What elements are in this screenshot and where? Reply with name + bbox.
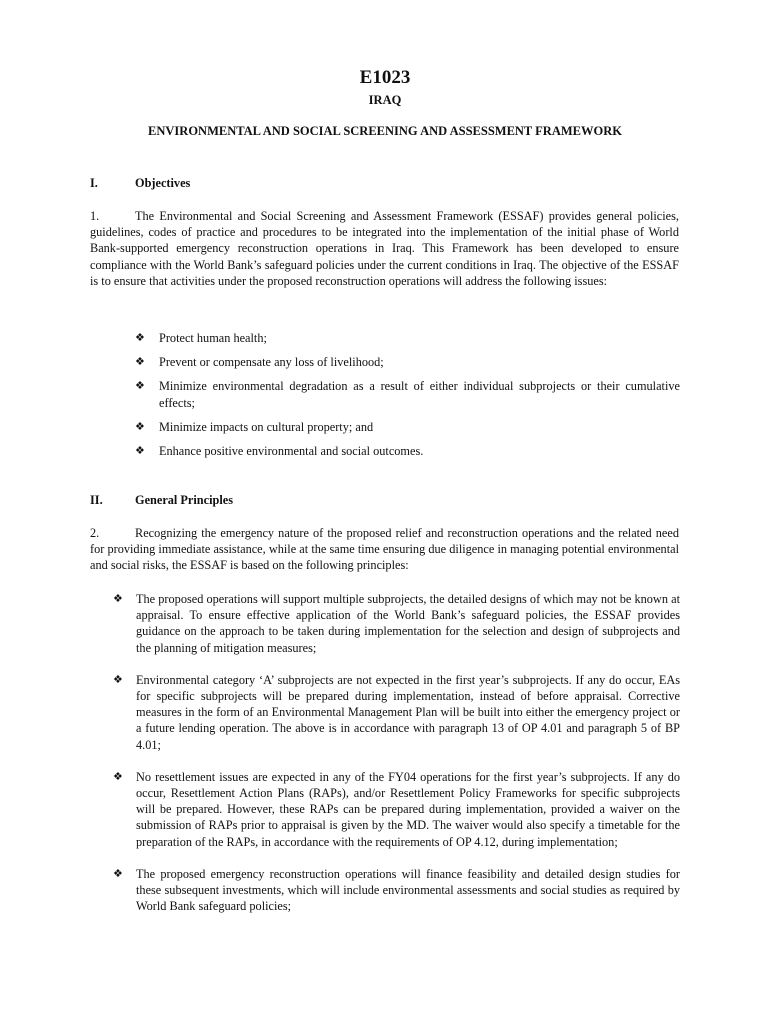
diamond-bullet-icon: ❖ <box>135 356 145 369</box>
section-1-number: I. <box>90 176 98 190</box>
list-item: ❖ Minimize environmental degradation as a result of either individual subprojects or their cumulative effects; <box>135 379 680 410</box>
diamond-bullet-icon: ❖ <box>135 380 145 393</box>
diamond-bullet-icon: ❖ <box>135 445 145 458</box>
paragraph-1-text: The Environmental and Social Screening and Assessment Framework (ESSAF) provides general policies, guidelines, codes of practice and procedures to be integrated into the implementation of the initial phase of World Bank-supported emergency reconstruction operations in Iraq. This Framework has been developed to ensure compliance with the World Bank’s safeguard policies under the current conditions in Iraq. The objective of the ESSAF is to ensure that activities under the proposed reconstruction operations will address the following issues: <box>90 209 679 288</box>
section-1-title: Objectives <box>135 176 191 190</box>
document-title: ENVIRONMENTAL AND SOCIAL SCREENING AND ASSESSMENT FRAMEWORK <box>148 124 622 138</box>
objectives-list <box>135 330 680 467</box>
diamond-bullet-icon: ❖ <box>113 673 123 686</box>
document-id: E1023 <box>359 67 411 88</box>
paragraph-1-number: 1. <box>90 209 100 223</box>
paragraph-2 <box>90 525 679 574</box>
diamond-bullet-icon: ❖ <box>135 332 145 344</box>
list-item: ❖ Enhance positive environmental and social outcomes. <box>135 444 424 459</box>
section-2-heading <box>90 492 680 508</box>
paragraph-2-number: 2. <box>90 526 100 540</box>
section-1-heading <box>90 175 680 191</box>
paragraph-2-text: Recognizing the emergency nature of the proposed relief and reconstruction operations and the related need for providing immediate assistance, while at the same time ensuring due diligence in managing potential environmental and social risks, the ESSAF is based on the following principles: <box>90 526 679 573</box>
paragraph-1 <box>90 208 679 289</box>
principles-list <box>113 591 680 930</box>
country-title: IRAQ <box>368 93 402 107</box>
section-2-title: General Principles <box>135 493 234 507</box>
diamond-bullet-icon: ❖ <box>113 867 123 880</box>
list-item: ❖ Protect human health; <box>135 331 267 345</box>
list-item: ❖ Minimize impacts on cultural property; and <box>135 419 374 434</box>
section-2-number: II. <box>90 493 103 507</box>
list-item: ❖ The proposed operations will support multiple subprojects, the detailed designs of which may not be known at appraisal. To ensure effective application of the World Bank’s safeguard policies, the ESSAF provides guidance on the approach to be taken during implementation for the selection and design of subprojects and the planning of mitigation measures; <box>113 592 680 655</box>
diamond-bullet-icon: ❖ <box>113 593 123 605</box>
list-item: ❖ No resettlement issues are expected in any of the FY04 operations for the first year’s subprojects. If any do occur, Resettlement Action Plans (RAPs), and/or Resettlement Policy Frameworks for specific subprojects will be prepared. However, these RAPs can be prepared during implementation, provided a waiver on the submission of RAPs prior to appraisal is given by the MD. The waiver would also specify a timetable for the preparation of the RAPs, in accordance with the requirements of OP 4.12, during implementation; <box>113 769 680 849</box>
diamond-bullet-icon: ❖ <box>113 770 123 783</box>
list-item: ❖ The proposed emergency reconstruction operations will finance feasibility and detailed design studies for these subsequent investments, which will include environmental assessments and social studies as required by World Bank safeguard policies; <box>113 866 680 914</box>
list-item: ❖ Environmental category ‘A’ subprojects are not expected in the first year’s subprojects. If any do occur, EAs for specific subprojects will be prepared during implementation, instead of before appraisal. Corrective measures in the form of an Environmental Management Plan will be built into either the emergency project or a future lending operation. The above is in accordance with paragraph 13 of OP 4.01 and paragraph 5 of BP 4.01; <box>113 672 680 752</box>
list-item: ❖ Prevent or compensate any loss of livelihood; <box>135 355 384 370</box>
diamond-bullet-icon: ❖ <box>135 420 145 433</box>
